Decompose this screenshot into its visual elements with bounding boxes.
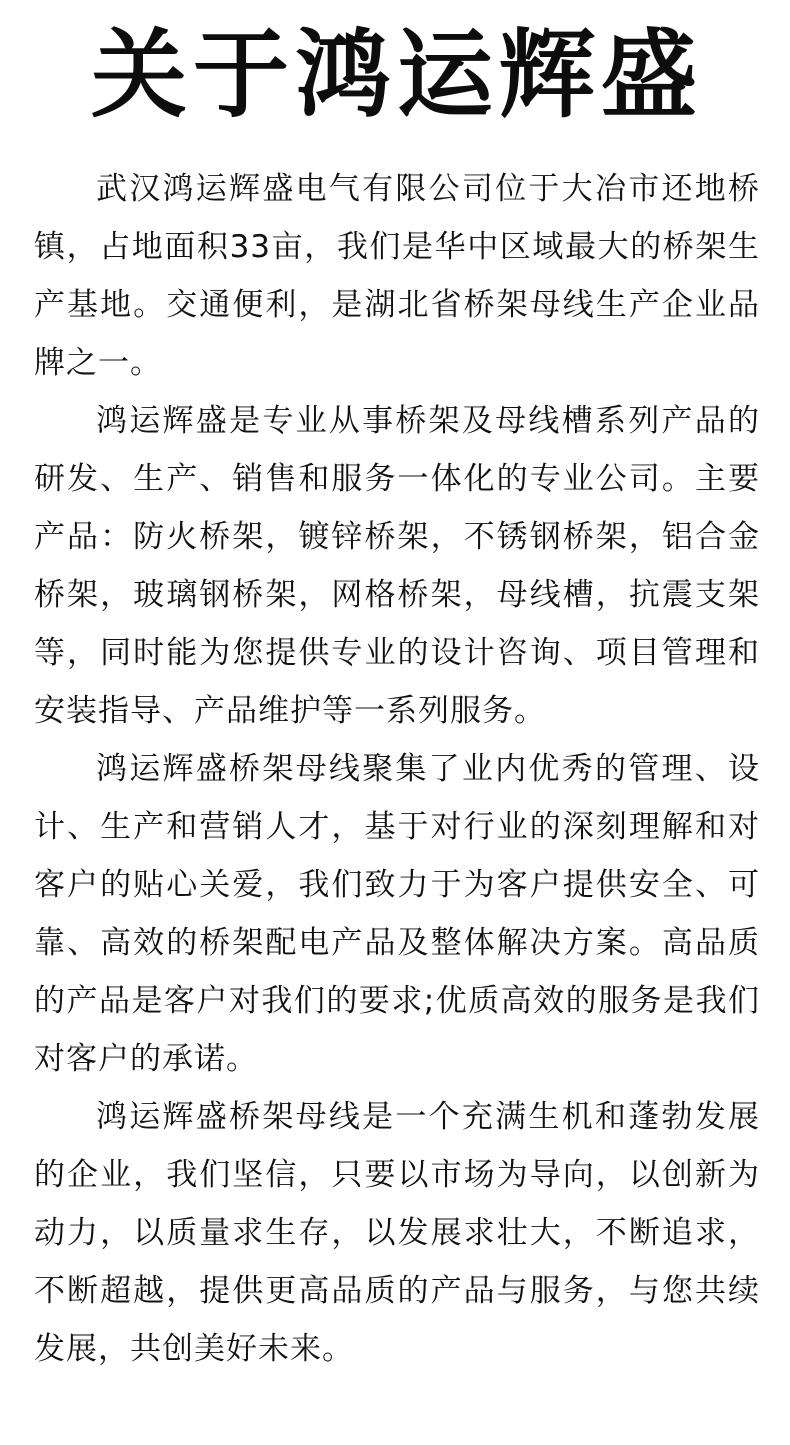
paragraph-vision: 鸿运辉盛桥架母线是一个充满生机和蓬勃发展的企业，我们坚信，只要以市场为导向，以创新为动力，以质量求生存，以发展求壮大，不断追求，不断超越，提供更高品质的产品与服务，与您共续发展，共创美好未来。 — [34, 1099, 760, 1367]
paragraph-products: 鸿运辉盛是专业从事桥架及母线槽系列产品的研发、生产、销售和服务一体化的专业公司。主要产品：防火桥架，镀锌桥架，不锈钢桥架，铝合金桥架，玻璃钢桥架，网格桥架，母线槽，抗震支架等，同时能为您提供专业的设计咨询、项目管理和安装指导、产品维护等一系列服务。 — [34, 403, 760, 729]
page-title: 关于鸿运辉盛 — [91, 19, 703, 131]
paragraph-team: 鸿运辉盛桥架母线聚集了业内优秀的管理、设计、生产和营销人才，基于对行业的深刻理解和对客户的贴心关爱，我们致力于为客户提供安全、可靠、高效的桥架配电产品及整体解决方案。高品质的产品是客户对我们的要求;优质高效的服务是我们对客户的承诺。 — [34, 751, 760, 1077]
about-content — [34, 160, 760, 1378]
paragraph-location: 武汉鸿运辉盛电气有限公司位于大冶市还地桥镇，占地面积33亩，我们是华中区域最大的桥架生产基地。交通便利，是湖北省桥架母线生产企业品牌之一。 — [34, 171, 760, 381]
